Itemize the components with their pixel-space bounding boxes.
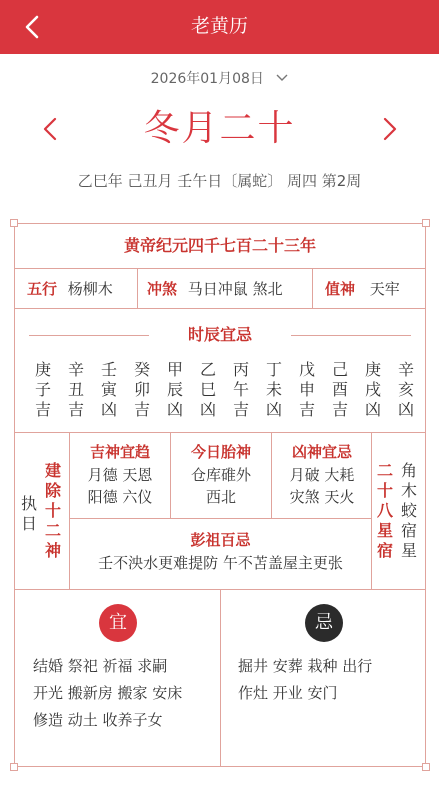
hour-branch: 丑	[67, 380, 84, 399]
divider	[15, 268, 425, 269]
app-header	[0, 0, 439, 54]
hour-stem: 癸	[133, 360, 150, 379]
pengzu-text: 壬不泱水更难提防 午不苫盖屋主更张	[98, 554, 343, 572]
xiu-value: 角 木 蛟 宿 星	[400, 461, 417, 560]
hour-column	[98, 360, 120, 420]
hour-branch: 寅	[100, 380, 117, 399]
corner-mark	[422, 763, 430, 771]
hour-column	[32, 360, 54, 420]
hour-column	[296, 360, 318, 420]
hour-branch: 酉	[331, 380, 348, 399]
page-title: 老黄历	[190, 15, 248, 37]
divider	[15, 308, 425, 309]
hour-stem: 戊	[298, 360, 315, 379]
ji-badge: 忌	[305, 604, 343, 642]
hour-luck: 吉	[67, 400, 84, 419]
hour-luck: 凶	[397, 400, 414, 419]
hour-luck: 凶	[265, 400, 282, 419]
hour-luck: 吉	[34, 400, 51, 419]
wuxing-cell	[27, 278, 113, 300]
hour-branch: 午	[232, 380, 249, 399]
chongsha-label: 冲煞	[147, 280, 178, 298]
ji-line: 掘井 安葬 栽种 出行	[238, 657, 373, 675]
yi-line: 开光 搬新房 搬家 安床	[33, 684, 183, 702]
xiongshen-body: 月破 大耗 灾煞 天火	[289, 466, 355, 506]
hour-column	[362, 360, 384, 420]
taishen-body: 仓库碓外 西北	[190, 466, 251, 506]
divider	[15, 432, 425, 433]
jianchu-value: 执 日	[20, 494, 37, 533]
jianchu-label: 建 除 十 二 神	[44, 461, 61, 560]
divider	[220, 589, 221, 767]
jishen-body: 月德 天恩 阳德 六仪	[87, 466, 153, 506]
hour-column	[329, 360, 351, 420]
hour-stem: 庚	[34, 360, 51, 379]
chongsha-cell	[147, 278, 283, 300]
xiu-label: 二 十 八 星 宿	[376, 461, 393, 560]
hour-luck: 吉	[232, 400, 249, 419]
hour-luck: 凶	[100, 400, 117, 419]
hour-stem: 乙	[199, 360, 216, 379]
yi-badge: 宜	[99, 604, 137, 642]
taishen-title: 今日胎神	[190, 443, 251, 461]
hour-stem: 丁	[265, 360, 282, 379]
corner-mark	[422, 219, 430, 227]
hour-column	[65, 360, 87, 420]
hour-branch: 亥	[397, 380, 414, 399]
date-dropdown[interactable]	[0, 68, 439, 90]
divider	[70, 518, 371, 519]
hour-column	[263, 360, 285, 420]
divider	[371, 432, 372, 589]
hour-column	[131, 360, 153, 420]
xiongshen-title: 凶神宜忌	[291, 443, 352, 461]
divider	[312, 268, 313, 308]
hour-luck: 吉	[298, 400, 315, 419]
hour-branch: 未	[265, 380, 282, 399]
corner-mark	[10, 219, 18, 227]
ganzhi-line: 乙巳年 己丑月 壬午日〔属蛇〕 周四 第2周	[77, 172, 362, 190]
hour-column	[197, 360, 219, 420]
hour-luck: 吉	[133, 400, 150, 419]
hour-stem: 丙	[232, 360, 249, 379]
hour-stem: 己	[331, 360, 348, 379]
ji-line: 作灶 开业 安门	[238, 684, 338, 702]
hour-stem: 壬	[100, 360, 117, 379]
hour-stem: 甲	[166, 360, 183, 379]
chongsha-value: 马日冲鼠 煞北	[187, 280, 283, 298]
hour-column	[230, 360, 252, 420]
zhishen-label: 值神	[325, 280, 356, 298]
zhishen-value: 天牢	[369, 280, 400, 298]
hour-branch: 申	[298, 380, 315, 399]
pengzu-title: 彭祖百忌	[190, 531, 251, 549]
hour-stem: 庚	[364, 360, 381, 379]
wuxing-label: 五行	[27, 280, 58, 298]
hour-branch: 辰	[166, 380, 183, 399]
hour-branch: 戌	[364, 380, 381, 399]
jishen-title: 吉神宜趋	[89, 443, 150, 461]
hour-luck: 凶	[199, 400, 216, 419]
date-value: 2026年01月08日	[150, 71, 264, 87]
chevron-right-icon	[378, 114, 402, 144]
corner-mark	[10, 763, 18, 771]
chevron-down-icon	[276, 74, 288, 82]
yi-line: 修造 动土 收养子女	[33, 711, 163, 729]
hour-luck: 凶	[364, 400, 381, 419]
zhishen-cell	[325, 278, 400, 300]
almanac-table	[14, 223, 426, 767]
hour-luck: 吉	[331, 400, 348, 419]
hour-branch: 巳	[199, 380, 216, 399]
divider	[137, 268, 138, 308]
hour-branch: 卯	[133, 380, 150, 399]
hour-branch: 子	[34, 380, 51, 399]
hour-stem: 辛	[67, 360, 84, 379]
lunar-date: 冬月二十	[143, 108, 296, 149]
shichen-title: 时辰宜忌	[187, 325, 252, 344]
title-rule	[291, 335, 411, 336]
era-title: 黄帝纪元四千七百二十三年	[123, 236, 316, 255]
hour-column	[395, 360, 417, 420]
wuxing-value: 杨柳木	[67, 280, 113, 298]
next-day-button[interactable]	[378, 114, 402, 144]
hour-stem: 辛	[397, 360, 414, 379]
hour-column	[164, 360, 186, 420]
hour-luck: 凶	[166, 400, 183, 419]
yi-line: 结婚 祭祀 祈福 求嗣	[33, 657, 168, 675]
